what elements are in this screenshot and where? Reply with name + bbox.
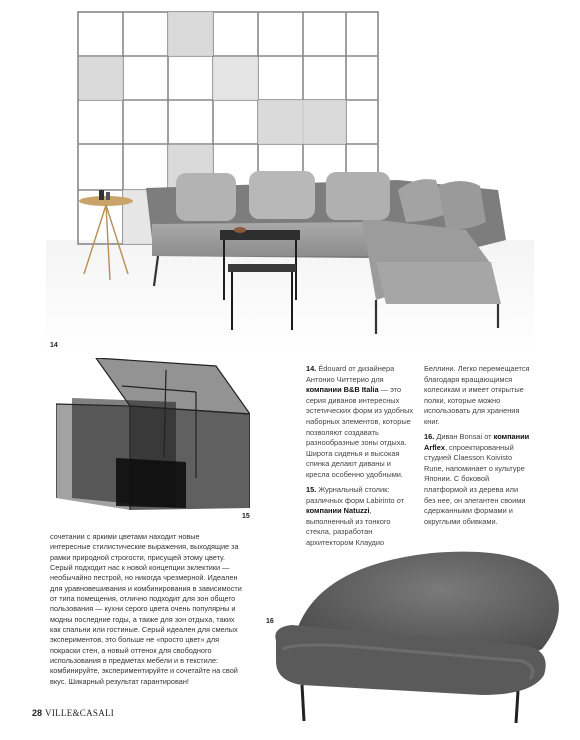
caption-15 xyxy=(306,485,414,549)
caption-14-text-1: Édouard от дизайнера Антонио Читтерио для xyxy=(306,364,395,384)
page-number: 28 xyxy=(32,708,43,718)
caption-15-brand: компании Natuzzi xyxy=(306,506,370,516)
bonsai-sofa xyxy=(275,552,559,723)
page-footer xyxy=(32,708,114,718)
article-body-text: сочетании с яркими цветами находит новые интересные стилистические выражения, выходящие за рамки природной строгости, присущей этому цвету. Серый подходит нас к новой концепции эклектики — необычайно пестрой, но никогда чрезмерной. Идеален для уравновешивания и комбинирования в зависимости от типа помещения, отлично подходит для зон общего пользования — кухни серого цвета очень популярны и модны последние годы, а также для зон отдыха, таких как спальни или гостиные. Серый идеален для смелых экспериментов, это больше не «просто цвет» для покраски стен, а новый оттенок для свободного использования в предметах мебели и в текстиле: комбинируйте, экспериментируйте и сочетайте на свой вкус. Шикарный результат гарантирован! xyxy=(50,532,242,686)
magazine-brand: VILLE&CASALI xyxy=(45,708,115,718)
caption-15-text-2: , выполненный из тонкого стекла, разработан архитектором Клаудио xyxy=(306,506,391,547)
caption-16-text-2: , спроектированный студией Claesson Koivisto Rune, напоминает о культуре Японии. С боковой платформой из дерева или без нее, он элегантен своими сдержанными формами и округлыми обивками. xyxy=(424,442,526,526)
figure-number-14: 14 xyxy=(50,342,58,349)
caption-14-number: 14. xyxy=(306,364,317,373)
caption-14 xyxy=(306,364,414,481)
caption-15-text-1: Журнальный столик: различных форм Labirinto от xyxy=(306,485,405,505)
caption-16 xyxy=(424,432,530,527)
glass-table-photo xyxy=(56,358,250,513)
figure-number-15: 15 xyxy=(242,513,250,520)
caption-16-text-1: Диван Bonsai от xyxy=(434,432,494,441)
bonsai-sofa-photo xyxy=(262,545,568,727)
caption-15-continued: Беллини. Легко перемещается благодаря вращающимся колесикам и имеет открытые полки, которые можно использовать для хранения книг. xyxy=(424,364,530,426)
sofa-photo xyxy=(46,0,534,355)
labirinto-glass-table xyxy=(56,358,250,510)
caption-16-brand: компании Arflex xyxy=(424,432,530,452)
caption-14-brand: компании B&B Italia xyxy=(306,385,379,395)
figure-number-16: 16 xyxy=(266,618,274,625)
caption-15-number: 15. xyxy=(306,485,317,494)
caption-14-text-2: — это серия диванов интересных эстетических форм из удобных наборных элементов, которые позволяют создавать разнообразные зоны отдыха. Широта сиденья и высокая спинка делают диваны и кресла особенно удобными. xyxy=(306,385,414,479)
caption-16-number: 16. xyxy=(424,432,435,441)
